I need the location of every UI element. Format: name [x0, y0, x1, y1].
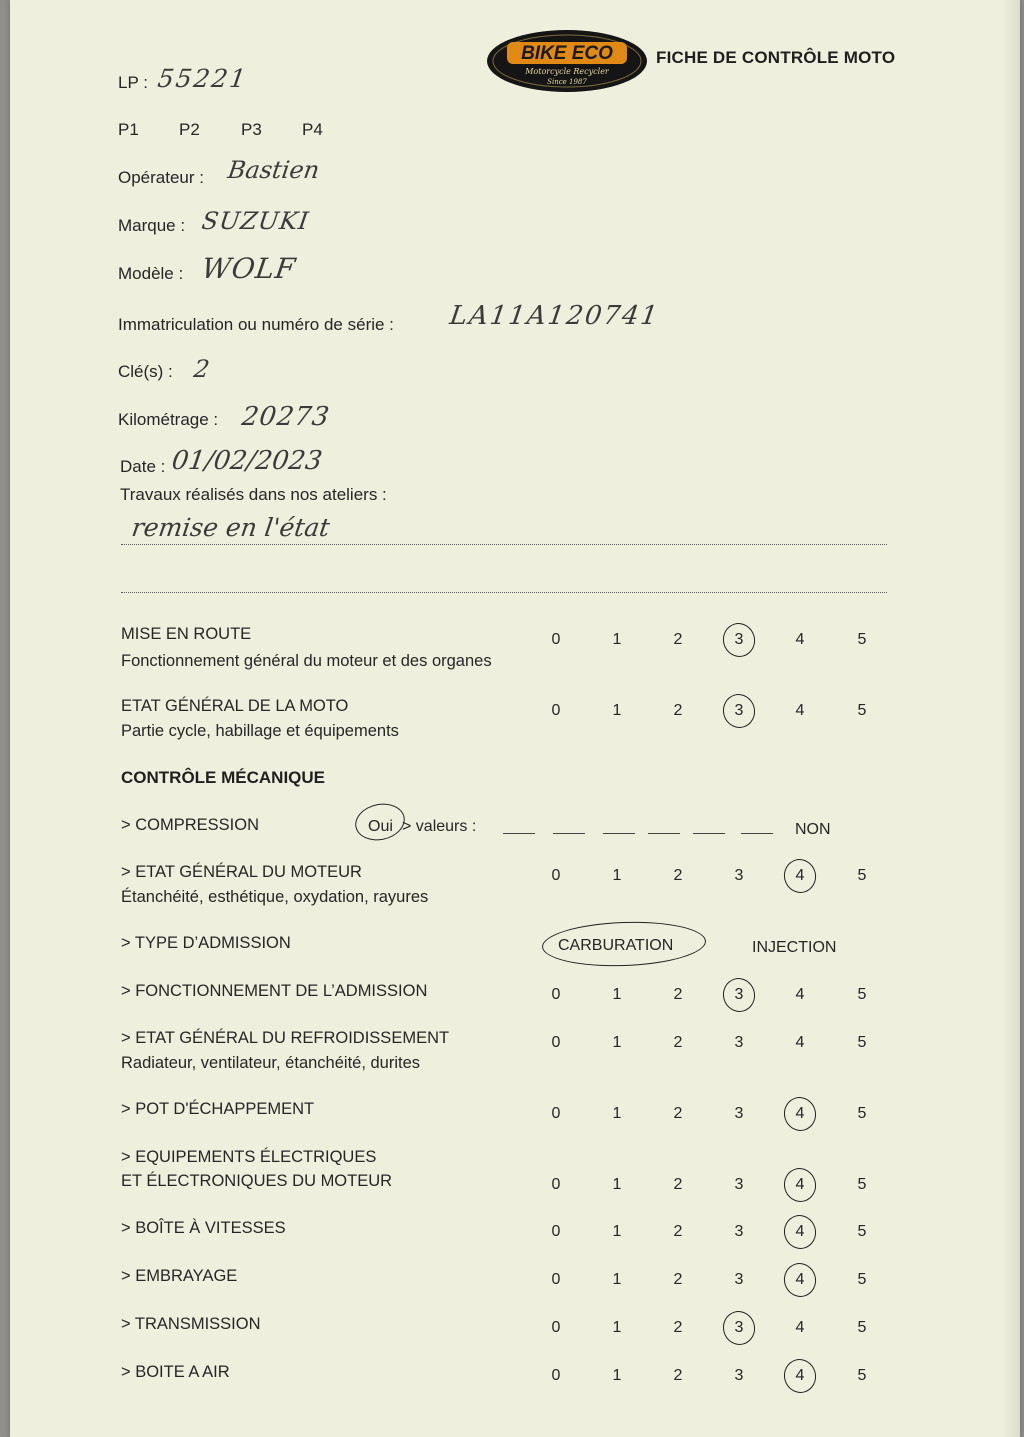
transmission-scale-value-0: 0: [551, 1319, 561, 1336]
equipements-electriques-subtitle: ET ÉLECTRONIQUES DU MOTEUR: [121, 1172, 393, 1190]
etat-moteur-scale-value-3: 3: [734, 867, 744, 884]
compression-valeurs: > valeurs :: [402, 818, 477, 835]
boite-a-air-scale-value-0: 0: [551, 1367, 561, 1384]
lp-value: 55221: [155, 64, 250, 93]
boite-vitesses-scale-value-0: 0: [551, 1223, 561, 1240]
modele-value: WOLF: [199, 252, 299, 285]
operateur-value: Bastien: [226, 156, 322, 184]
etat-moto-scale-value-1: 1: [612, 702, 622, 719]
equipements-electriques-scale-value-4: 4: [795, 1176, 805, 1193]
travaux-label: Travaux réalisés dans nos ateliers :: [120, 485, 387, 504]
type-admission-title: > TYPE D’ADMISSION: [121, 934, 291, 952]
etat-moteur-scale-value-5: 5: [857, 867, 867, 884]
date-label: Date :: [120, 457, 166, 476]
boite-vitesses-scale-value-2: 2: [673, 1223, 683, 1240]
boite-vitesses-scale-value-5: 5: [857, 1223, 867, 1240]
etat-moteur-scale-value-2: 2: [673, 867, 683, 884]
mise-en-route-scale-value-5: 5: [857, 631, 867, 648]
etat-moteur-scale-value-4: 4: [795, 867, 805, 884]
refroidissement-scale-value-4: 4: [795, 1034, 805, 1051]
travaux-line-2: [121, 592, 887, 593]
mise-en-route-scale-value-2: 2: [673, 631, 683, 648]
etat-moteur-scale-selected-circle: [780, 855, 820, 896]
travaux-line-1: [121, 544, 887, 545]
mise-en-route-scale-value-1: 1: [612, 631, 622, 648]
compression-oui: Oui: [368, 818, 393, 835]
valeur-blank-1: [503, 833, 535, 834]
fonctionnement-admission-scale-value-4: 4: [795, 986, 805, 1003]
refroidissement-scale-value-2: 2: [673, 1034, 683, 1051]
transmission-scale-value-5: 5: [857, 1319, 867, 1336]
mise-en-route-scale-value-3: 3: [734, 631, 744, 648]
etat-moto-scale-value-0: 0: [551, 702, 561, 719]
embrayage-scale-value-4: 4: [795, 1271, 805, 1288]
document-title: FICHE DE CONTRÔLE MOTO: [656, 48, 896, 67]
boite-a-air-scale-value-2: 2: [673, 1367, 683, 1384]
mise-en-route-subtitle: Fonctionnement général du moteur et des organes: [121, 652, 492, 670]
compression-title: > COMPRESSION: [121, 816, 259, 834]
refroidissement-scale-value-1: 1: [612, 1034, 622, 1051]
fonctionnement-admission-scale-value-3: 3: [734, 986, 744, 1003]
pot-echappement-scale-value-1: 1: [612, 1105, 622, 1122]
fonctionnement-admission-scale-value-2: 2: [673, 986, 683, 1003]
etat-moto-subtitle: Partie cycle, habillage et équipements: [121, 722, 399, 740]
page-edge-shadow: [1002, 0, 1020, 1437]
admission-injection: INJECTION: [752, 939, 837, 956]
cles-value: 2: [192, 355, 212, 383]
equipements-electriques-scale-value-1: 1: [612, 1176, 622, 1193]
carburation-circle: [541, 919, 706, 969]
boite-vitesses-scale-selected-circle: [780, 1211, 820, 1252]
boite-a-air-scale-value-4: 4: [795, 1367, 805, 1384]
etat-moteur-subtitle: Étanchéité, esthétique, oxydation, rayures: [121, 888, 429, 906]
equipements-electriques-title: > EQUIPEMENTS ÉLECTRIQUES: [121, 1148, 377, 1166]
etat-moto-scale-value-3: 3: [734, 702, 744, 719]
embrayage-scale-value-3: 3: [734, 1271, 744, 1288]
valeur-blank-6: [741, 833, 773, 834]
transmission-scale-value-1: 1: [612, 1319, 622, 1336]
embrayage-scale-value-1: 1: [612, 1271, 622, 1288]
boite-vitesses-title: > BOÎTE À VITESSES: [121, 1219, 286, 1237]
marque-label: Marque :: [118, 216, 186, 235]
boite-vitesses-scale-value-4: 4: [795, 1223, 805, 1240]
mise-en-route-scale-value-4: 4: [795, 631, 805, 648]
refroidissement-scale-value-0: 0: [551, 1034, 561, 1051]
equipements-electriques-scale-value-3: 3: [734, 1176, 744, 1193]
immatriculation-value: LA11A120741: [447, 301, 662, 331]
travaux-value: remise en l'état: [129, 513, 332, 542]
etat-moto-title: ETAT GÉNÉRAL DE LA MOTO: [121, 697, 349, 715]
control-sheet: [10, 0, 1020, 1437]
date-value: 01/02/2023: [169, 446, 324, 476]
fonctionnement-admission-scale-value-0: 0: [551, 986, 561, 1003]
lp-label: LP :: [118, 73, 148, 92]
marque-value: SUZUKI: [200, 207, 311, 235]
cles-label: Clé(s) :: [118, 362, 173, 381]
etat-moteur-scale-value-1: 1: [612, 867, 622, 884]
pot-echappement-title: > POT D'ÉCHAPPEMENT: [121, 1100, 315, 1118]
refroidissement-subtitle: Radiateur, ventilateur, étanchéité, durites: [121, 1054, 421, 1072]
boite-vitesses-scale-value-3: 3: [734, 1223, 744, 1240]
etat-moto-scale-selected-circle: [719, 690, 759, 731]
mise-en-route-scale-selected-circle: [719, 619, 759, 660]
kilometrage-label: Kilométrage :: [118, 410, 219, 429]
boite-a-air-scale-selected-circle: [780, 1355, 820, 1396]
logo-since: Since 1987: [547, 78, 587, 86]
transmission-scale-value-2: 2: [673, 1319, 683, 1336]
pot-echappement-scale-value-0: 0: [551, 1105, 561, 1122]
boite-vitesses-scale-value-1: 1: [612, 1223, 622, 1240]
refroidissement-scale-value-3: 3: [734, 1034, 744, 1051]
embrayage-scale-value-5: 5: [857, 1271, 867, 1288]
equipements-electriques-scale-value-5: 5: [857, 1176, 867, 1193]
etat-moto-scale-value-2: 2: [673, 702, 683, 719]
modele-label: Modèle :: [118, 264, 184, 283]
position-p4: P4: [302, 120, 323, 139]
refroidissement-title: > ETAT GÉNÉRAL DU REFROIDISSEMENT: [121, 1029, 450, 1047]
section-title-mecanique: CONTRÔLE MÉCANIQUE: [121, 768, 325, 787]
fonctionnement-admission-scale-value-5: 5: [857, 986, 867, 1003]
pot-echappement-scale-value-4: 4: [795, 1105, 805, 1122]
bike-eco-logo: [485, 28, 650, 94]
boite-a-air-scale-value-1: 1: [612, 1367, 622, 1384]
embrayage-scale-selected-circle: [780, 1259, 820, 1300]
pot-echappement-scale-selected-circle: [780, 1093, 820, 1134]
fonctionnement-admission-scale-value-1: 1: [612, 986, 622, 1003]
position-p3: P3: [241, 120, 262, 139]
boite-a-air-scale-value-5: 5: [857, 1367, 867, 1384]
pot-echappement-scale-value-5: 5: [857, 1105, 867, 1122]
valeur-blank-4: [648, 833, 680, 834]
position-p1: P1: [118, 120, 139, 139]
embrayage-scale-value-2: 2: [673, 1271, 683, 1288]
transmission-title: > TRANSMISSION: [121, 1315, 261, 1333]
transmission-scale-value-3: 3: [734, 1319, 744, 1336]
immatriculation-label: Immatriculation ou numéro de série :: [118, 315, 394, 334]
admission-carburation: CARBURATION: [558, 937, 674, 954]
mise-en-route-title: MISE EN ROUTE: [121, 625, 252, 643]
boite-a-air-title: > BOITE A AIR: [121, 1363, 230, 1381]
refroidissement-scale-value-5: 5: [857, 1034, 867, 1051]
transmission-scale-selected-circle: [719, 1307, 759, 1348]
etat-moto-scale-value-5: 5: [857, 702, 867, 719]
kilometrage-value: 20273: [239, 402, 332, 432]
compression-oui-circle: [352, 799, 408, 845]
etat-moto-scale-value-4: 4: [795, 702, 805, 719]
fonctionnement-admission-scale-selected-circle: [719, 974, 759, 1015]
valeur-blank-2: [553, 833, 585, 834]
equipements-electriques-scale-value-2: 2: [673, 1176, 683, 1193]
etat-moteur-title: > ETAT GÉNÉRAL DU MOTEUR: [121, 863, 362, 881]
logo-brand: BIKE ECO: [521, 43, 613, 64]
operateur-label: Opérateur :: [118, 168, 204, 187]
equipements-electriques-scale-selected-circle: [780, 1164, 820, 1205]
pot-echappement-scale-value-3: 3: [734, 1105, 744, 1122]
embrayage-title: > EMBRAYAGE: [121, 1267, 238, 1285]
embrayage-scale-value-0: 0: [551, 1271, 561, 1288]
equipements-electriques-scale-value-0: 0: [551, 1176, 561, 1193]
logo-tagline: Motorcycle Recycler: [525, 67, 609, 76]
etat-moteur-scale-value-0: 0: [551, 867, 561, 884]
valeur-blank-3: [603, 833, 635, 834]
valeur-blank-5: [693, 833, 725, 834]
compression-non: NON: [795, 821, 831, 838]
boite-a-air-scale-value-3: 3: [734, 1367, 744, 1384]
position-p2: P2: [179, 120, 200, 139]
pot-echappement-scale-value-2: 2: [673, 1105, 683, 1122]
mise-en-route-scale-value-0: 0: [551, 631, 561, 648]
transmission-scale-value-4: 4: [795, 1319, 805, 1336]
fonctionnement-admission-title: > FONCTIONNEMENT DE L’ADMISSION: [121, 982, 428, 1000]
